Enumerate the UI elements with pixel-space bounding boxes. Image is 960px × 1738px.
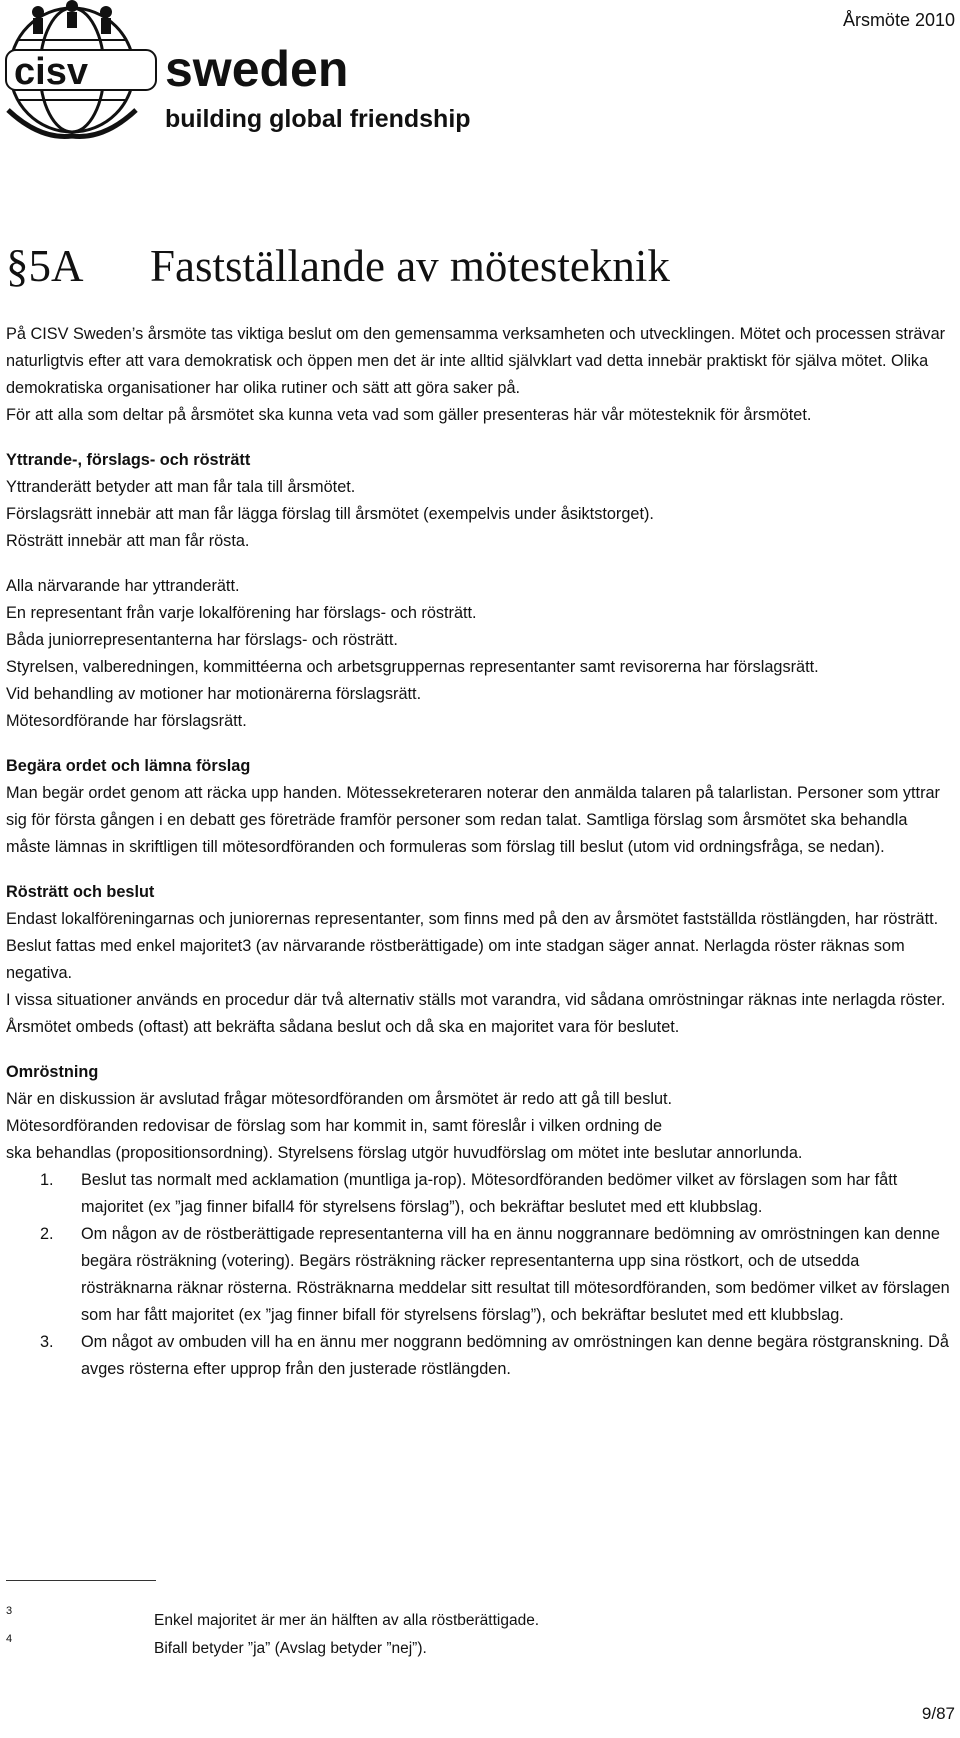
cisv-sweden-logo — [0, 0, 500, 140]
document-body — [6, 321, 954, 1383]
rights-holder: Mötesordförande har förslagsrätt. — [6, 712, 247, 730]
logo-name: sweden — [165, 41, 349, 97]
rights-holder: Båda juniorrepresentanterna har förslags- och rösträtt. — [6, 631, 398, 649]
rights-definition: Förslagsrätt innebär att man får lägga förslag till årsmötet (exempelvis under åsiktstorget). — [6, 505, 654, 523]
voting-paragraph: I vissa situationer används en procedur där två alternativ ställs mot varandra, vid sådana omröstningar räknas inte nerlagda röster. Årsmötet ombeds (oftast) att bekräfta sådana beslut och då ska en majoritet vara för beslutet. — [6, 991, 946, 1036]
section-heading: Fastställande av mötesteknik — [150, 241, 670, 291]
step-number: 1. — [40, 1171, 54, 1189]
ballot-line: Mötesordföranden redovisar de förslag som har kommit in, samt föreslår i vilken ordning de — [6, 1117, 663, 1135]
rights-holder: Vid behandling av motioner har motionärerna förslagsrätt. — [6, 685, 422, 703]
step-number: 2. — [40, 1225, 54, 1243]
page-number: 9/87 — [921, 1704, 955, 1723]
rights-definition: Rösträtt innebär att man får rösta. — [6, 532, 250, 550]
rights-holder: Styrelsen, valberedningen, kommittéerna och arbetsgruppernas representanter samt revisorerna har förslagsrätt. — [6, 658, 819, 676]
footnote-text: Enkel majoritet är mer än hälften av alla röstberättigade. — [154, 1612, 540, 1629]
footnote-number: 3 — [6, 1605, 13, 1617]
rights-heading: Yttrande-, förslags- och rösträtt — [6, 451, 251, 469]
logo-brand: cisv — [14, 51, 88, 93]
rights-holder: Alla närvarande har yttranderätt. — [6, 577, 240, 595]
intro-paragraph: För att alla som deltar på årsmötet ska kunna veta vad som gäller presenteras här vår mötesteknik för årsmötet. — [6, 406, 812, 424]
logo-tagline: building global friendship — [165, 105, 471, 133]
step-number: 3. — [40, 1333, 54, 1351]
ballot-steps — [6, 1167, 954, 1383]
ballot-step — [6, 1221, 954, 1329]
footnote-divider — [6, 1580, 156, 1581]
step-text: Om någon av de röstberättigade representanterna vill ha en ännu noggrannare bedömning av omröstningen kan denne begära rösträkning (votering). Begärs rösträkning räcker representanterna upp sina röstkort, och de utsedda rösträknarna räknar rösterna. Rösträknarna meddelar sitt resultat till mötesordföranden, som bedömer vilket av förslagen som har fått majoritet (ex ”jag finner bifall för styrelsens förslag”), och bekräftar beslutet med ett klubbslag. — [81, 1225, 950, 1324]
ballot-step — [6, 1167, 954, 1221]
step-text: Om något av ombuden vill ha en ännu mer noggrann bedömning av omröstningen kan denne begära röstgranskning. Då avges rösterna efter upprop från den justerade röstlängden. — [81, 1333, 949, 1378]
ballot-heading: Omröstning — [6, 1063, 99, 1081]
step-text: Beslut tas normalt med acklamation (muntliga ja-rop). Mötesordföranden bedömer vilket av förslagen som har fått majoritet (ex ”jag finner bifall4 för styrelsens förslag”), och bekräftar beslutet med ett klubbslag. — [81, 1171, 898, 1216]
meeting-label: Årsmöte 2010 — [842, 10, 955, 30]
voting-paragraph: Endast lokalföreningarnas och juniorernas representanter, som finns med på den av årsmötet fastställda röstlängden, har rösträtt. Beslut fattas med enkel majoritet3 (av närvarande röstberättigade) om inte stadgan säger annat. Nerlagda röster räknas som negativa. — [6, 910, 939, 982]
ballot-line: ska behandlas (propositionsordning). Styrelsens förslag utgör huvudförslag om mötet inte beslutar annorlunda. — [6, 1144, 803, 1162]
footnote-text: Bifall betyder ”ja” (Avslag betyder ”nej”). — [154, 1640, 427, 1657]
footnote-number: 4 — [6, 1633, 13, 1645]
ballot-step — [6, 1329, 954, 1383]
floor-paragraph: Man begär ordet genom att räcka upp handen. Mötessekreteraren noterar den anmälda talaren på talarlistan. Personer som yttrar sig för första gången i en debatt ges företräde framför personer som redan talat. Samtliga förslag som årsmötet ska behandla måste lämnas in skriftligen till mötesordföranden och formuleras som förslag till beslut (utom vid ordningsfråga, se nedan). — [6, 784, 940, 856]
floor-heading: Begära ordet och lämna förslag — [6, 757, 251, 775]
intro-paragraph: På CISV Sweden’s årsmöte tas viktiga beslut om den gemensamma verksamheten och utvecklingen. Mötet och processen strävar naturligtvis efter att vara demokratisk och öppen men det är inte alltid självklart vad detta innebär praktiskt för själva mötet. Olika demokratiska organisationer har olika rutiner och sätt att göra saker på. — [6, 325, 946, 397]
section-number: §5A — [6, 241, 84, 291]
voting-heading: Rösträtt och beslut — [6, 883, 155, 901]
rights-holder: En representant från varje lokalförening har förslags- och rösträtt. — [6, 604, 477, 622]
ballot-line: När en diskussion är avslutad frågar mötesordföranden om årsmötet är redo att gå till beslut. — [6, 1090, 673, 1108]
rights-definition: Yttranderätt betyder att man får tala till årsmötet. — [6, 478, 356, 496]
